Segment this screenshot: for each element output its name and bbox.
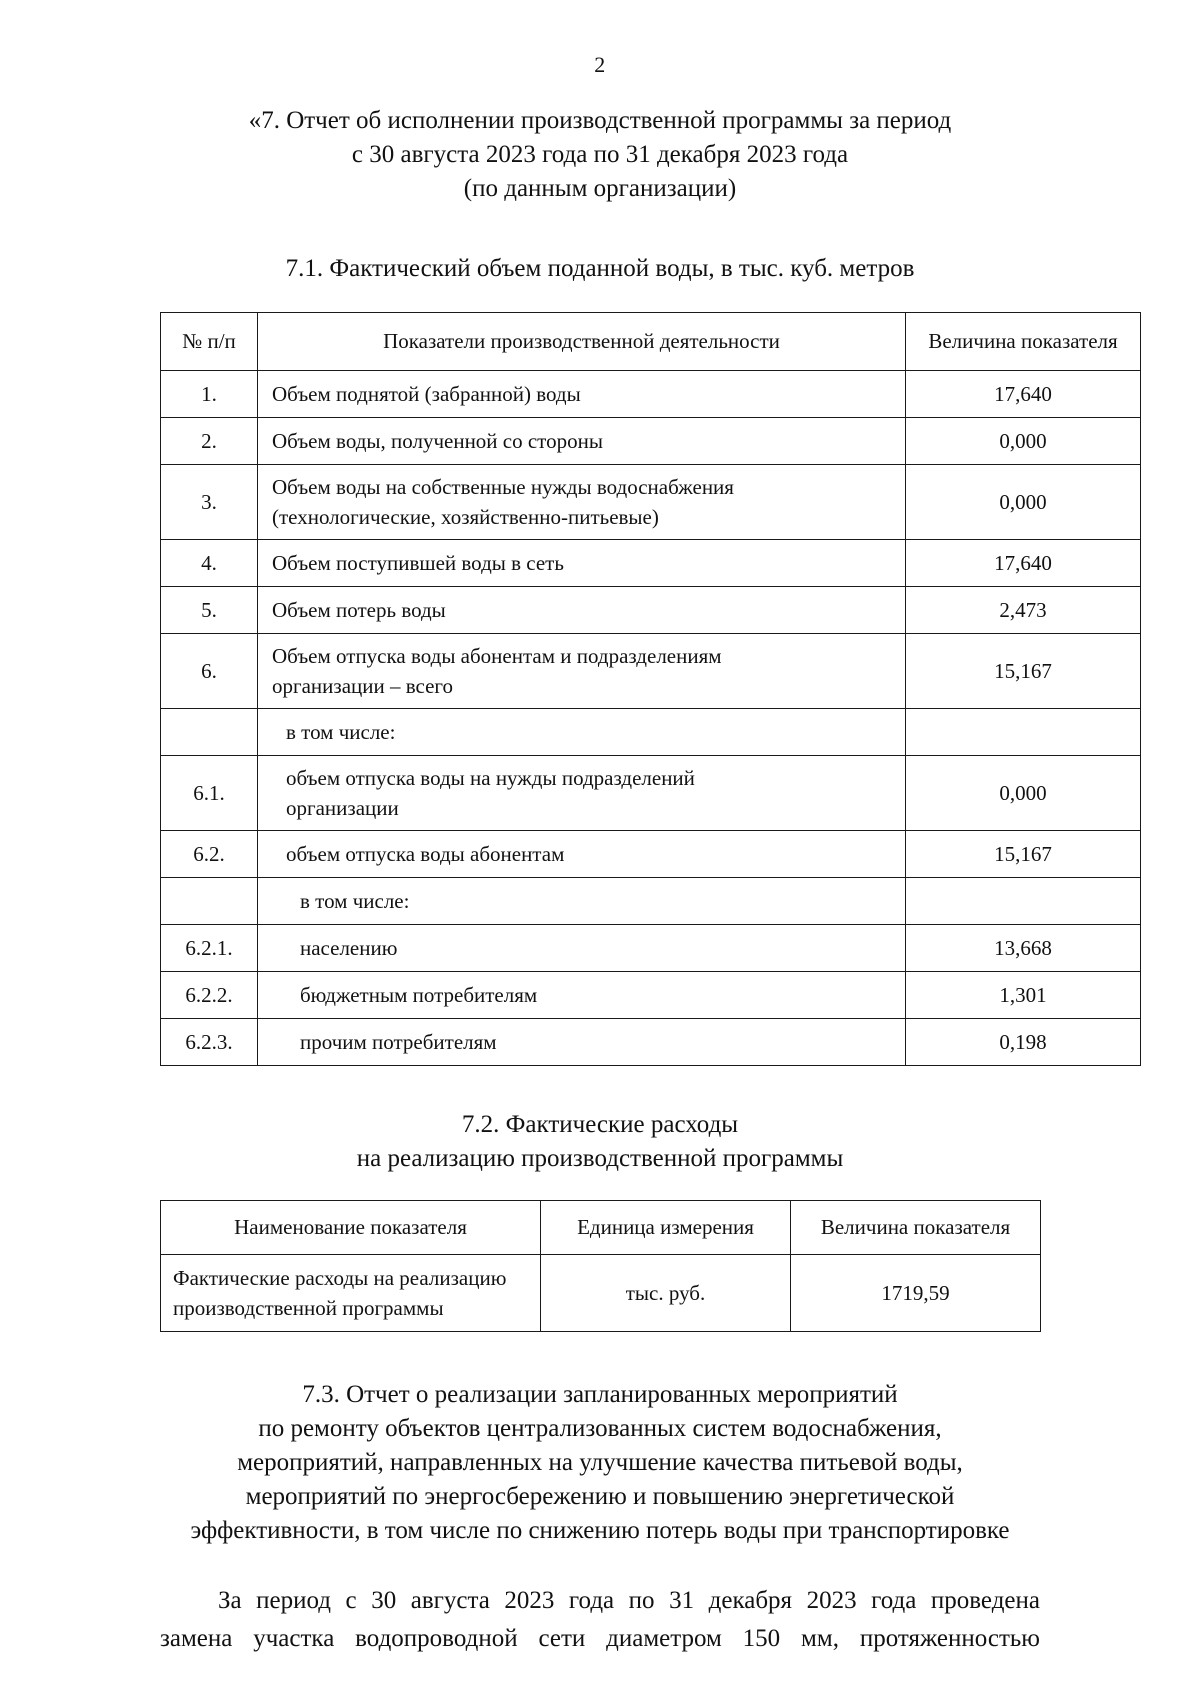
row-number: 2. [161, 418, 258, 465]
row-value: 15,167 [906, 634, 1141, 709]
row-indicator [258, 587, 906, 634]
header-cell-value: Величина показателя [906, 313, 1141, 371]
table-7-2-container [160, 1200, 1040, 1332]
table-row [161, 925, 1141, 972]
row-indicator-line-1: прочим потребителям [300, 1030, 497, 1054]
table-row [161, 465, 1141, 540]
row-number: 4. [161, 540, 258, 587]
section-7-3-title [0, 1378, 1200, 1548]
table-header-row [161, 313, 1141, 371]
row-name [161, 1255, 541, 1332]
row-value: 0,000 [906, 418, 1141, 465]
row-value: 0,000 [906, 465, 1141, 540]
row-value: 0,198 [906, 1019, 1141, 1066]
row-indicator-line-1: Объем поступившей воды в сеть [272, 551, 564, 575]
row-indicator-line-1: населению [300, 936, 398, 960]
section-7-3-paragraph [160, 1582, 1040, 1658]
table-row [161, 831, 1141, 878]
row-indicator-line-1: Объем отпуска воды абонентам и подразделениям [272, 644, 722, 668]
section-7-3-title-line-5: эффективности, в том числе по снижению потерь воды при транспортировке [190, 1517, 1010, 1544]
row-indicator-line-1: Объем воды на собственные нужды водоснабжения [272, 475, 734, 499]
section-7-3-title-line-3: мероприятий, направленных на улучшение качества питьевой воды, [237, 1449, 963, 1476]
row-indicator [258, 634, 906, 709]
row-value: 17,640 [906, 371, 1141, 418]
row-value: 15,167 [906, 831, 1141, 878]
heading-line-1: «7. Отчет об исполнении производственной программы за период [248, 107, 952, 134]
header-cell-name: Наименование показателя [161, 1201, 541, 1255]
row-indicator [258, 418, 906, 465]
table-row [161, 756, 1141, 831]
section-7-2-title-line-2: на реализацию производственной программы [356, 1145, 844, 1172]
row-number: 3. [161, 465, 258, 540]
row-indicator-line-1: Объем воды, полученной со стороны [272, 429, 603, 453]
row-name-line-2: производственной программы [173, 1296, 444, 1320]
row-value: 17,640 [906, 540, 1141, 587]
row-indicator-line-1: бюджетным потребителям [300, 983, 538, 1007]
header-cell-indicator: Показатели производственной деятельности [258, 313, 906, 371]
row-value: 0,000 [906, 756, 1141, 831]
row-number: 6.2.1. [161, 925, 258, 972]
water-volume-table [160, 312, 1141, 1066]
row-number [161, 878, 258, 925]
row-indicator [258, 709, 906, 756]
actual-expenses-table [160, 1200, 1041, 1332]
table-row [161, 972, 1141, 1019]
section-7-3-title-line-4: мероприятий по энергосбережению и повышению энергетической [245, 1483, 955, 1510]
document-heading [0, 104, 1200, 206]
row-indicator [258, 925, 906, 972]
row-number: 1. [161, 371, 258, 418]
row-indicator-line-1: объем отпуска воды на нужды подразделений [286, 766, 695, 790]
row-unit: тыс. руб. [541, 1255, 791, 1332]
header-cell-number: № п/п [161, 313, 258, 371]
heading-line-2: с 30 августа 2023 года по 31 декабря 2023 года [351, 141, 849, 168]
table-row [161, 587, 1141, 634]
row-indicator [258, 878, 906, 925]
row-indicator [258, 465, 906, 540]
row-indicator-line-2: (технологические, хозяйственно-питьевые) [272, 505, 659, 529]
row-number: 6.2.3. [161, 1019, 258, 1066]
paragraph-line-1: За период с 30 августа 2023 года по 31 декабря 2023 года проведена [218, 1587, 1040, 1614]
row-indicator-line-1: в том числе: [286, 720, 396, 744]
row-value: 13,668 [906, 925, 1141, 972]
row-indicator [258, 371, 906, 418]
table-row [161, 540, 1141, 587]
row-indicator [258, 756, 906, 831]
row-indicator [258, 831, 906, 878]
paragraph-line-2: замена участка водопроводной сети диаметром 150 мм, протяженностью [160, 1625, 1040, 1652]
row-number: 5. [161, 587, 258, 634]
row-indicator-line-2: организации [286, 796, 399, 820]
table-header-row [161, 1201, 1041, 1255]
section-7-3-title-line-2: по ремонту объектов централизованных систем водоснабжения, [258, 1415, 942, 1442]
row-number: 6.2. [161, 831, 258, 878]
row-number: 6.2.2. [161, 972, 258, 1019]
section-7-2-title [0, 1108, 1200, 1176]
row-indicator-line-1: в том числе: [300, 889, 410, 913]
page-number: 2 [594, 52, 606, 77]
row-value: 1719,59 [791, 1255, 1041, 1332]
row-indicator [258, 972, 906, 1019]
row-value [906, 709, 1141, 756]
row-indicator-line-1: объем отпуска воды абонентам [286, 842, 565, 866]
row-number: 6.1. [161, 756, 258, 831]
heading-line-3: (по данным организации) [463, 175, 737, 202]
row-number: 6. [161, 634, 258, 709]
row-indicator-line-2: организации – всего [272, 674, 454, 698]
table-row [161, 371, 1141, 418]
row-value: 2,473 [906, 587, 1141, 634]
row-value: 1,301 [906, 972, 1141, 1019]
table-row-subheading [161, 709, 1141, 756]
section-7-1-title: 7.1. Фактический объем поданной воды, в тыс. куб. метров [285, 255, 915, 282]
header-cell-value: Величина показателя [791, 1201, 1041, 1255]
row-indicator-line-1: Объем поднятой (забранной) воды [272, 382, 581, 406]
row-name-line-1: Фактические расходы на реализацию [173, 1266, 507, 1290]
row-indicator-line-1: Объем потерь воды [272, 598, 446, 622]
table-row [161, 1255, 1041, 1332]
section-7-3-title-line-1: 7.3. Отчет о реализации запланированных мероприятий [302, 1381, 898, 1408]
table-row [161, 634, 1141, 709]
row-number [161, 709, 258, 756]
row-indicator [258, 540, 906, 587]
header-cell-unit: Единица измерения [541, 1201, 791, 1255]
table-row [161, 418, 1141, 465]
row-indicator [258, 1019, 906, 1066]
section-7-2-title-line-1: 7.2. Фактические расходы [461, 1111, 739, 1138]
row-value [906, 878, 1141, 925]
table-row-subheading [161, 878, 1141, 925]
table-row [161, 1019, 1141, 1066]
table-7-1-container [160, 312, 1118, 1066]
